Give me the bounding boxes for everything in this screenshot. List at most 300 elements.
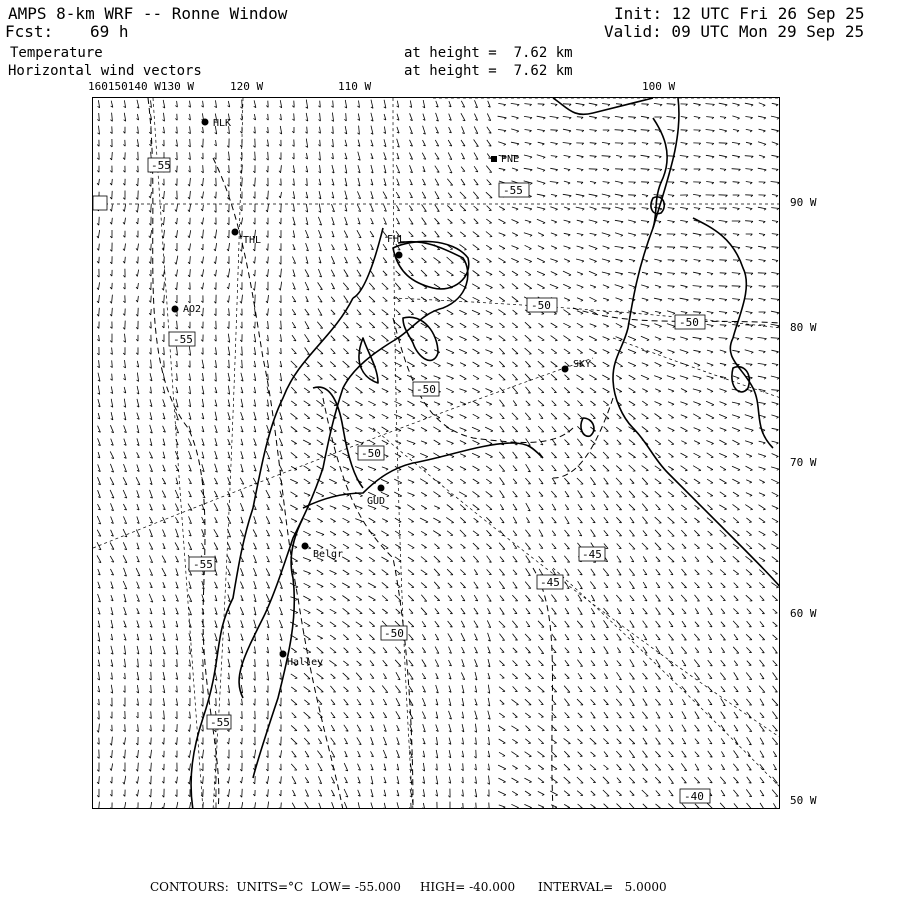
wind-vector — [706, 104, 715, 105]
wind-vector — [538, 646, 543, 653]
wind-vector — [420, 336, 427, 340]
wind-vector-head — [580, 497, 583, 498]
wind-vector — [578, 647, 581, 653]
wind-vector-head — [685, 404, 687, 405]
wind-vector — [500, 648, 504, 653]
wind-vector-head — [463, 185, 466, 186]
wind-vector-head — [607, 339, 609, 340]
wind-vector — [603, 182, 610, 183]
wind-vector — [356, 673, 362, 680]
wind-vector — [369, 283, 375, 289]
wind-vector — [720, 402, 727, 405]
wind-vector — [669, 569, 673, 574]
wind-vector — [343, 531, 349, 535]
wind-vector — [720, 117, 726, 118]
wind-vector — [138, 204, 139, 213]
wind-vector — [473, 531, 479, 535]
wind-vector — [216, 373, 217, 382]
wind-vector-head — [347, 548, 349, 549]
wind-vector — [513, 452, 518, 458]
wind-vector — [602, 142, 610, 143]
wind-vector-head — [411, 522, 413, 523]
wind-vector — [604, 504, 608, 510]
wind-vector-head — [595, 340, 597, 341]
wind-vector — [719, 440, 726, 444]
wind-vector-head — [698, 443, 700, 444]
wind-vector — [331, 283, 334, 289]
wind-vector — [294, 179, 295, 186]
wind-vector — [758, 207, 766, 209]
wind-vector-head — [724, 444, 726, 445]
wind-vector — [203, 165, 204, 173]
wind-vector — [733, 208, 740, 209]
wind-vector — [667, 324, 675, 327]
wind-vector — [342, 583, 350, 587]
wind-vector-field — [97, 100, 780, 809]
wind-vector — [578, 581, 583, 589]
wind-vector-head — [438, 340, 441, 341]
wind-vector-head — [647, 379, 649, 380]
wind-vector-head — [529, 249, 531, 250]
wind-vector — [732, 169, 741, 170]
wind-vector — [694, 156, 701, 157]
wind-vector — [342, 506, 349, 509]
wind-vector — [706, 207, 714, 208]
wind-vector-head — [425, 431, 427, 432]
wind-vector — [434, 466, 441, 470]
wind-vector — [268, 308, 269, 315]
wind-vector — [203, 178, 204, 186]
wind-vector — [602, 375, 609, 379]
wind-vector-head — [425, 443, 427, 444]
wind-vector-head — [530, 235, 532, 236]
wind-vector — [242, 360, 243, 368]
wind-vector — [344, 648, 349, 653]
wind-vector — [342, 621, 349, 626]
wind-vector-head — [309, 444, 311, 445]
wind-vector — [475, 659, 478, 666]
wind-vector — [357, 648, 362, 653]
wind-vector — [123, 555, 127, 562]
wind-vector-head — [673, 378, 675, 379]
wind-vector — [408, 557, 414, 561]
wind-vector-head — [659, 326, 661, 327]
wind-vector-head — [620, 327, 622, 328]
wind-vector — [656, 659, 660, 666]
wind-vector — [513, 517, 517, 523]
wind-vector — [771, 376, 779, 378]
wind-vector — [164, 295, 165, 303]
wind-vector — [343, 335, 349, 340]
wind-vector — [668, 299, 674, 300]
wind-vector — [628, 453, 635, 458]
wind-vector — [732, 402, 740, 404]
wind-vector — [759, 260, 766, 261]
wind-vector — [229, 360, 230, 368]
wind-vector — [643, 686, 647, 691]
wind-vector — [694, 492, 700, 497]
wind-vector — [240, 607, 243, 615]
wind-vector-head — [308, 470, 310, 471]
wind-vector — [475, 634, 478, 641]
wind-vector — [368, 401, 375, 405]
wind-vector — [241, 568, 244, 576]
wind-vector — [253, 530, 257, 537]
wind-vector — [628, 336, 636, 339]
wind-vector — [617, 569, 621, 575]
wind-vector — [719, 479, 726, 483]
wind-vector — [110, 451, 114, 458]
wind-vector — [317, 570, 323, 574]
wind-vector-head — [660, 261, 662, 262]
wind-vector — [655, 337, 661, 340]
wind-vector-head — [465, 353, 467, 354]
wind-vector-head — [698, 418, 700, 419]
wind-vector — [565, 465, 570, 471]
wind-vector-head — [464, 314, 466, 315]
wind-vector-head — [711, 470, 713, 471]
wind-vector — [487, 569, 492, 574]
wind-vector-head — [333, 522, 335, 523]
wind-vector — [329, 492, 336, 495]
wind-vector — [734, 596, 738, 601]
wind-vector — [746, 699, 751, 705]
wind-vector — [615, 207, 623, 209]
wind-vector — [369, 686, 374, 692]
wind-vector — [578, 673, 582, 679]
wind-vector — [680, 350, 688, 353]
wind-vector — [708, 660, 713, 666]
wind-vector — [499, 543, 505, 550]
wind-vector — [395, 506, 401, 508]
wind-vector — [499, 452, 504, 458]
wind-vector — [255, 178, 256, 187]
wind-vector — [590, 324, 597, 327]
wind-vector-head — [776, 508, 778, 509]
wind-vector — [203, 672, 204, 680]
wind-vector — [447, 479, 453, 483]
wind-vector — [642, 311, 649, 313]
wind-vector-head — [607, 392, 609, 393]
wind-vector — [281, 269, 282, 278]
wind-vector — [589, 246, 597, 249]
wind-vector — [682, 557, 686, 562]
wind-vector — [552, 661, 556, 666]
wind-vector — [772, 454, 779, 457]
wind-vector — [472, 427, 480, 431]
wind-vector — [303, 571, 310, 574]
wind-vector-head — [386, 353, 388, 354]
wind-vector — [421, 557, 427, 562]
wind-vector — [642, 427, 648, 432]
wind-vector-head — [321, 509, 324, 510]
wind-vector — [525, 687, 530, 691]
wind-vector — [564, 259, 570, 261]
wind-vector — [473, 401, 480, 405]
wind-vector — [229, 243, 230, 251]
wind-vector — [589, 130, 596, 131]
wind-vector-head — [582, 196, 584, 197]
wind-vector-head — [776, 522, 778, 523]
wind-vector — [577, 272, 583, 274]
wind-vector-head — [438, 535, 441, 536]
wind-vector — [524, 284, 531, 289]
wind-vector — [125, 257, 126, 263]
wind-vector — [656, 608, 661, 615]
map-panel — [92, 97, 780, 809]
wind-vector — [202, 269, 203, 276]
wind-vector — [576, 130, 584, 131]
wind-vector — [125, 243, 126, 250]
wind-vector — [526, 401, 530, 405]
wind-vector — [772, 103, 778, 104]
wind-vector — [229, 308, 230, 315]
wind-vector — [643, 699, 647, 706]
wind-vector — [446, 388, 454, 392]
wind-vector-head — [660, 274, 662, 275]
wind-vector — [681, 389, 687, 392]
wind-vector-head — [295, 561, 297, 562]
wind-vector — [268, 152, 269, 160]
wind-vector-head — [437, 211, 439, 212]
wind-vector — [552, 478, 556, 484]
wind-vector — [693, 389, 701, 391]
wind-vector — [253, 568, 256, 576]
wind-vector — [602, 233, 610, 236]
wind-vector-head — [645, 653, 648, 654]
wind-vector — [734, 583, 739, 588]
wind-vector-head — [372, 561, 375, 562]
wind-vector — [190, 191, 191, 199]
wind-vector — [526, 660, 530, 665]
wind-vector — [681, 530, 686, 536]
wind-vector — [164, 282, 165, 291]
wind-vector — [641, 247, 649, 248]
wind-vector — [565, 634, 569, 639]
wind-vector — [240, 582, 243, 589]
wind-vector — [539, 478, 543, 484]
wind-vector — [643, 647, 647, 653]
wind-vector — [563, 129, 571, 131]
wind-vector — [472, 284, 480, 288]
wind-vector — [642, 389, 647, 392]
wind-vector — [604, 620, 609, 627]
wind-vector — [577, 246, 584, 248]
wind-vector — [421, 544, 426, 547]
wind-vector — [668, 389, 674, 391]
wind-vector-head — [530, 209, 532, 210]
wind-vector — [603, 388, 610, 392]
wind-vector — [280, 425, 283, 433]
wind-vector-head — [361, 470, 363, 471]
wind-vector — [409, 206, 412, 211]
wind-vector — [577, 336, 583, 339]
wind-vector-head — [489, 404, 491, 405]
wind-vector — [368, 583, 376, 587]
wind-vector-head — [737, 131, 739, 132]
wind-vector — [499, 621, 505, 627]
wind-vector — [668, 440, 674, 444]
wind-vector-head — [476, 146, 479, 147]
wind-vector-head — [334, 535, 336, 536]
wind-vector-head — [764, 209, 766, 210]
wind-vector — [330, 362, 336, 367]
wind-vector — [202, 517, 205, 523]
wind-vector-head — [451, 378, 453, 379]
wind-vector — [500, 608, 505, 615]
wind-vector — [189, 204, 190, 212]
wind-vector — [719, 414, 727, 417]
wind-vector-head — [308, 613, 310, 614]
wind-vector — [524, 233, 532, 236]
wind-vector — [706, 130, 715, 131]
wind-vector-head — [373, 444, 375, 445]
wind-vector — [576, 194, 584, 196]
wind-vector — [680, 298, 689, 300]
wind-vector — [498, 142, 506, 145]
wind-vector — [628, 233, 636, 235]
wind-vector — [498, 116, 507, 118]
wind-vector — [746, 595, 752, 601]
wind-vector-head — [709, 652, 711, 653]
wind-vector — [630, 673, 635, 679]
wind-vector — [771, 415, 778, 417]
wind-vector — [433, 427, 440, 431]
wind-vector — [486, 272, 492, 275]
height-temperature: at height = 7.62 km — [404, 45, 573, 61]
wind-vector-head — [373, 431, 375, 432]
wind-vector-head — [621, 183, 623, 184]
wind-vector — [500, 491, 505, 498]
wind-vector-head — [541, 523, 544, 524]
lat-label-60: 60 W — [790, 607, 817, 620]
wind-vector — [693, 312, 701, 313]
wind-vector — [175, 504, 178, 511]
wind-vector — [643, 595, 647, 601]
wind-vector — [773, 622, 778, 626]
wind-vector — [268, 660, 269, 667]
wind-vector — [615, 233, 623, 235]
wind-vector-head — [529, 262, 531, 263]
wind-vector — [320, 140, 321, 146]
wind-vector-head — [543, 157, 545, 158]
wind-vector — [772, 570, 777, 574]
wind-vector — [203, 283, 204, 290]
wind-vector — [772, 596, 777, 601]
wind-vector — [604, 686, 608, 691]
wind-vector — [435, 166, 439, 173]
wind-vector — [369, 440, 375, 444]
wind-vector-head — [399, 470, 401, 471]
wind-vector — [304, 374, 310, 380]
wind-vector — [745, 402, 753, 405]
wind-vector-head — [425, 327, 428, 328]
wind-vector — [408, 544, 414, 548]
wind-vector-head — [763, 509, 765, 510]
wind-vector — [486, 232, 492, 237]
wind-vector — [318, 269, 321, 277]
wind-vector — [473, 258, 480, 262]
wind-vector — [409, 258, 414, 262]
wind-vector — [499, 361, 504, 366]
wind-vector-head — [724, 509, 726, 510]
wind-vector — [602, 272, 610, 274]
wind-vector — [538, 336, 544, 340]
wind-vector — [460, 363, 466, 366]
wind-vector — [759, 155, 765, 157]
wind-vector — [487, 595, 491, 602]
wind-vector — [708, 608, 713, 615]
wind-vector — [240, 530, 243, 537]
wind-vector — [396, 698, 400, 706]
wind-vector-head — [334, 561, 336, 562]
wind-vector-head — [608, 261, 610, 262]
wind-vector — [526, 452, 531, 457]
wind-vector — [603, 324, 609, 326]
wind-vector — [329, 388, 336, 393]
wind-vector — [266, 516, 270, 523]
wind-vector — [343, 673, 350, 679]
wind-vector — [125, 334, 126, 343]
wind-vector — [421, 505, 427, 508]
wind-vector — [344, 687, 349, 691]
wind-vector — [383, 192, 387, 199]
wind-vector — [446, 349, 454, 352]
wind-vector — [641, 221, 649, 222]
wind-vector-head — [387, 483, 389, 484]
wind-vector — [642, 491, 648, 496]
wind-vector — [266, 594, 270, 602]
wind-vector — [551, 194, 557, 195]
wind-vector-head — [568, 170, 570, 171]
wind-vector-head — [621, 261, 623, 262]
wind-vector — [564, 349, 570, 353]
wind-vector-head — [751, 443, 753, 444]
wind-vector — [357, 310, 361, 315]
wind-vector-head — [386, 418, 388, 419]
wind-vector-head — [646, 261, 648, 262]
wind-vector-head — [490, 379, 492, 380]
wind-vector — [357, 699, 361, 705]
wind-vector-head — [776, 196, 778, 197]
wind-vector — [330, 506, 336, 508]
wind-vector — [537, 219, 545, 222]
wind-vector — [331, 310, 335, 314]
wind-vector — [382, 440, 388, 443]
wind-vector — [382, 519, 388, 522]
wind-vector — [629, 259, 635, 260]
wind-vector — [177, 659, 178, 667]
wind-vector — [317, 584, 323, 587]
wind-vector-head — [321, 431, 324, 432]
wind-vector — [706, 143, 714, 144]
wind-vector — [473, 362, 480, 366]
wind-vector — [591, 647, 595, 652]
wind-vector — [538, 361, 544, 367]
wind-vector — [537, 155, 545, 157]
wind-vector — [695, 570, 700, 575]
wind-vector — [746, 480, 752, 482]
wind-vector — [268, 204, 269, 212]
wind-vector-head — [738, 352, 740, 353]
wind-vector — [628, 220, 636, 222]
wind-vector — [616, 595, 621, 601]
wind-vector — [760, 596, 764, 601]
wind-vector — [319, 230, 322, 238]
wind-vector — [228, 386, 229, 395]
wind-vector — [421, 376, 427, 379]
wind-vector — [550, 182, 558, 183]
